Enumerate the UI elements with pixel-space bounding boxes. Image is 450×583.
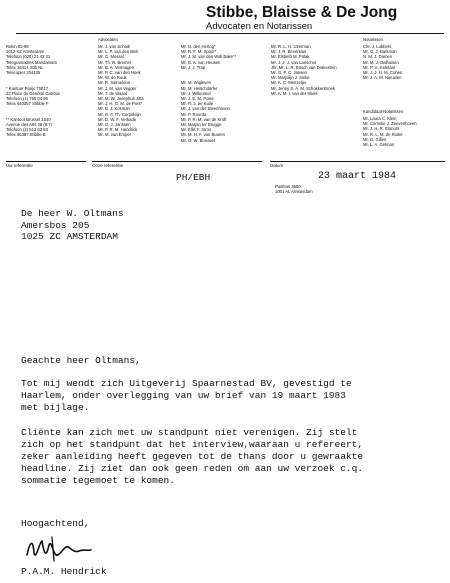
letterhead-rule <box>16 33 444 34</box>
list-item: Mr. J. R. Beverslus <box>271 49 307 55</box>
office-addresses <box>6 44 60 138</box>
list-item: Mr. Th. R. Bremer <box>98 59 132 65</box>
salutation: Geachte heer Oltmans, <box>21 355 141 366</box>
letter-date: 23 maart 1984 <box>318 171 397 182</box>
firm-name: Stibbe, Blaisse & De Jong <box>206 4 398 21</box>
advocaten-list-column-3 <box>271 44 337 96</box>
reference-rule-1 <box>6 161 86 162</box>
list-item: Mr. Jenny S. A. M. Schokkenbroek <box>271 85 336 91</box>
list-item: Mr. A. M. I. van der Stiels <box>271 90 318 96</box>
list-item: Mr. M. Heischdörfer <box>181 85 218 91</box>
list-item: Mr. J. van der Steenhoven <box>181 106 230 112</box>
notarissen-heading: Notarissen <box>363 37 384 42</box>
list-item: Mr. Laura C. Klein <box>363 116 397 121</box>
list-item: Chr. J. Lubbers <box>363 44 392 49</box>
recipient-address: De heer W. Oltmans Amersbos 205 1025 ZC AMSTERDAM <box>21 208 124 242</box>
list-item: Mr. B. J. Kosman <box>98 106 130 112</box>
list-item: Mr. M. J. Dalhuisen <box>363 59 399 65</box>
list-item: Jhr. Mr. L. R. Bosch van Drakestein <box>271 64 337 70</box>
list-item: ** Kantoor Brussel 1040 <box>6 116 51 122</box>
reference-rule-2 <box>92 161 262 162</box>
onze-referentie-label: Onze referentie <box>92 163 124 168</box>
list-item: Mr. A. C. Menzeljer <box>271 80 307 86</box>
list-item: Mr. M. van Emper <box>98 132 132 138</box>
list-item: Mr. G. P. C. Jansen <box>271 70 307 76</box>
list-item: Mr. J. J. Trap <box>181 64 206 70</box>
list-item: Rokin 92-96 <box>6 44 29 49</box>
list-item: Mr. J. A. M. Nieuwen <box>363 75 402 81</box>
list-item: Mr. J. Willeumel <box>181 90 211 96</box>
list-item: Mr. G. J. Barkman <box>363 49 397 55</box>
list-item: Telegramadres Mandamam <box>6 59 57 65</box>
list-item: Mr. J. J. J. van Lanschot <box>271 59 317 65</box>
list-item: Mr. J. M. van Vegger <box>98 85 137 91</box>
signer-name: P.A.M. Hendrick <box>21 566 107 577</box>
list-item: Mr. L. A. Gelman <box>363 142 395 148</box>
list-item: Mr. T. de Waard <box>98 90 128 96</box>
list-item: Mr. Marjolijn J. Sinke <box>271 75 310 81</box>
list-item: 22 Place du Général Catroux <box>6 90 61 96</box>
handwritten-signature <box>24 531 94 567</box>
po-box-address: Postbus 3660 1001 AL Amsterdam <box>275 184 313 195</box>
list-item: Mr. J. H. G. M. de Pont* <box>98 101 143 107</box>
list-item: Mr. P. H. Kelelaar <box>363 64 396 70</box>
advocaten-heading: Advocaten <box>98 37 118 42</box>
list-item: Mr. R. L. H. IJzerman <box>271 44 311 49</box>
list-item: Mr. Elsbeth M. Polak <box>271 54 310 60</box>
list-item: Telex 65387 Stibbe B <box>6 132 46 138</box>
list-item: Mr. O. W. Brouwer <box>181 137 216 143</box>
list-item: Mr. G. J. Janssen <box>98 122 131 128</box>
list-item: Telefoon (2) 513 83 83 <box>6 127 48 133</box>
list-item: Mr. D. W. F. Verkade <box>98 116 137 122</box>
list-item: Telefoon (020) 21 43 21 <box>6 54 51 60</box>
list-item: Mr. D. den Hertog* <box>181 44 216 49</box>
list-item: Mr. Ellis F. Stroo <box>181 127 212 133</box>
list-item: Mr. J. van Schaik <box>98 44 130 49</box>
body-paragraph-2: Cliënte kan zich met uw standpunt niet verenigen. Zij stelt zich op het standpunt dat het interview,waaraan u refereert, zeker aanleiding heeft gegeven tot de thans door u gewraakte headline. Zij ziet dan ook geen reden om aan uw verzoek c.q. sommatie tegemoet te komen. <box>21 427 364 486</box>
list-item: Mr. P. R. M. van de Kroft <box>181 116 227 122</box>
kandidaat-notarissen-list <box>363 116 417 147</box>
list-item: Mr. G. Mossel <box>98 54 124 60</box>
list-item: Telecopier 204435 <box>6 70 41 76</box>
kandidaat-notarissen-heading: Kandidaat-Notarissen <box>363 109 404 114</box>
list-item: Mr. J. J. H. M. Cohen <box>363 70 403 76</box>
list-item: Mr. J. M. van den Wall Bake** <box>181 54 237 60</box>
list-item: Mr. G. Gillen <box>363 136 387 142</box>
list-item: Telefoon (1) 766 04 96 <box>6 96 48 102</box>
firm-subtitle: Advocaten en Notarissen <box>206 21 313 32</box>
list-item: Mr. J. H. R. Esmurs <box>363 126 400 132</box>
list-item: Mr. B. A. Vermagen <box>98 64 135 70</box>
list-item: Mr. R. F. Th. Corpeleijn <box>98 111 141 117</box>
list-item: Mr. Cornelie J. Zeevenhoven <box>363 121 417 127</box>
list-item: Mr. Marjan ter Brugge <box>181 122 222 128</box>
list-item: Mr. P. R. M. Hendrick <box>98 127 138 133</box>
list-item: * Kantoor Parijs 75017 <box>6 85 48 91</box>
notarissen-list <box>363 44 402 80</box>
list-item: Mr. M. W. Josephus Jitta <box>98 96 144 102</box>
list-item: Avenue des Arts 28 (8.7) <box>6 122 53 128</box>
onze-referentie-value: PH/EBH <box>176 172 211 183</box>
list-item: Telex 640357 Stibble F <box>6 101 49 107</box>
list-item: Mr. W. de Ruuk <box>98 75 127 81</box>
list-item: Mr. B. A. van Heusen <box>181 59 221 65</box>
list-item: Mr. L. P. van den Bink <box>98 49 139 55</box>
closing: Hoogachtend, <box>21 518 90 529</box>
uw-referentie-label: Uw referentie <box>6 163 33 168</box>
datum-label: Datum <box>270 163 284 168</box>
list-item: Mr. M. H. F. van Buuren <box>181 132 225 138</box>
list-item: Mr. R. L. M. de Ruiter <box>363 131 403 137</box>
reference-rule-3 <box>270 161 445 162</box>
list-item: Mr. P. C. van den Hoek <box>98 70 141 76</box>
list-item: Mr. R. J. ter Kuile <box>181 101 214 107</box>
list-item: Telex 16414 Stib NL <box>6 64 44 70</box>
advocaten-list-column-1 <box>98 44 144 138</box>
list-item: Mr. J. E. M. Poise <box>181 96 214 102</box>
body-paragraph-1: Tot mij wendt zich Uitgeverij Spaarnestad BV, gevestigd te Haarlem, onder overlegging van uw brief van 19 maart 1983 met bijlage. <box>21 378 352 413</box>
list-item: 1012 KZ Amsterdam <box>6 49 45 55</box>
list-item: Mr. R. Salmeldon <box>98 80 131 86</box>
advocaten-list-column-2 <box>181 44 236 143</box>
list-item: Mr. R. F. M. Spoor* <box>181 49 217 55</box>
list-item: Mr. P. Roorda <box>181 111 207 117</box>
list-item: N. M. J. Damen <box>363 54 393 60</box>
list-item: Mr. M. Wigleven <box>181 80 212 86</box>
